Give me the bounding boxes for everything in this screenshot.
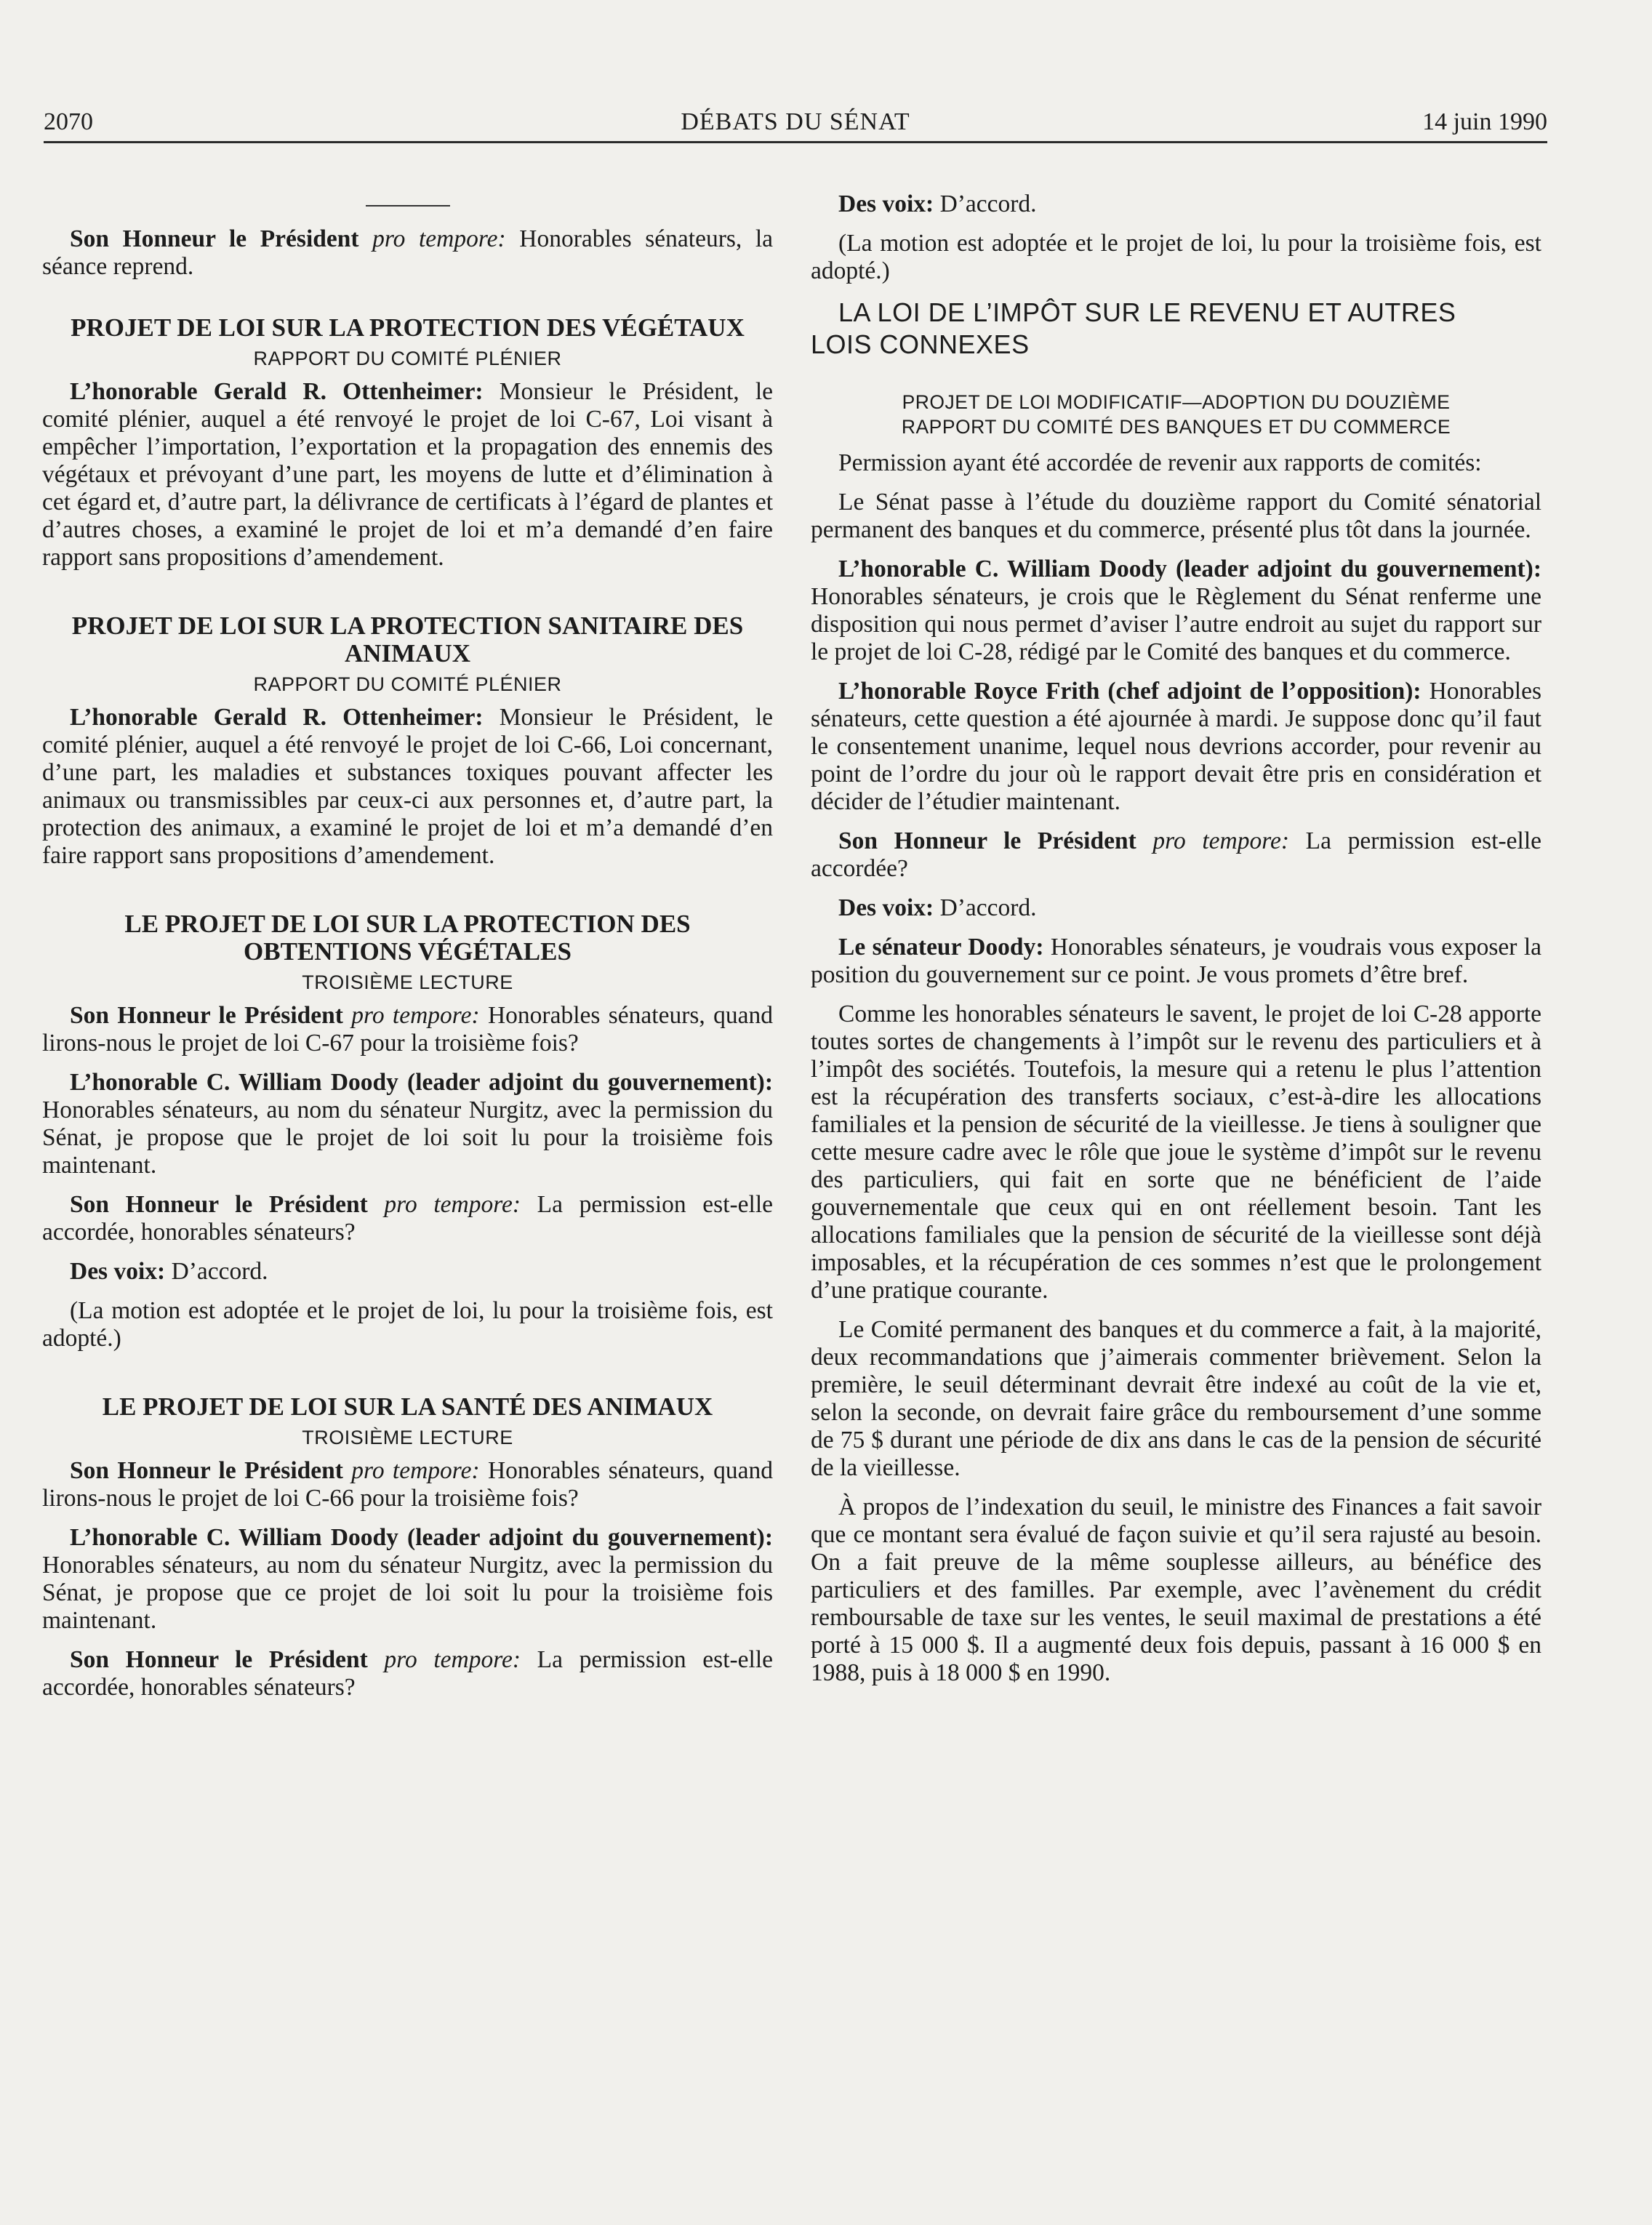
paragraph — [42, 378, 773, 572]
page-date: 14 juin 1990 — [1422, 108, 1547, 135]
paragraph — [42, 225, 773, 281]
paragraph-text: Honorables sénateurs, quand lirons-nous le projet de loi C-67 pour la troisième fois? — [42, 1002, 774, 1057]
paragraph-text: Honorables sénateurs, la séance reprend. — [42, 225, 774, 280]
speaker-qualifier: pro tempore: — [1152, 827, 1290, 854]
paragraph — [811, 827, 1541, 883]
paragraph-text: La permission est-elle accordée? — [811, 827, 1542, 882]
speaker: Son Honneur le Président — [70, 1646, 368, 1673]
page-header — [44, 103, 1547, 143]
paragraph-text: La permission est-elle accordée, honorables sénateurs? — [42, 1191, 774, 1246]
paragraph — [42, 1002, 773, 1057]
section-separator — [366, 205, 450, 207]
paragraph-text: D’accord. — [934, 894, 1037, 921]
speaker: L’honorable Gerald R. Ottenheimer: — [70, 704, 484, 731]
paragraph-text: Monsieur le Président, le comité plénier, auquel a été renvoyé le projet de loi C-67, Loi visant à empêcher l’importation, l’exportation et la propagation des ennemis des végétaux et prévoyant d’une part, les moyens de lutte et d’élimination à cet égard et, d’autre part, la délivrance de certificats à l’égard de plantes et d’autres choses, a examiné le projet de loi et m’a demandé d’en faire rapport sans propositions d’amendement. — [42, 378, 774, 571]
speaker-qualifier: pro tempore: — [351, 1457, 480, 1484]
speaker: Son Honneur le Président — [70, 225, 359, 252]
paragraph — [42, 1069, 773, 1179]
page-number: 2070 — [44, 108, 93, 135]
paragraph-text: Honorables sénateurs, quand lirons-nous le projet de loi C-66 pour la troisième fois? — [42, 1457, 774, 1512]
section-heading — [811, 297, 1541, 361]
left-column — [42, 191, 773, 1713]
section-heading: PROJET DE LOI SUR LA PROTECTION DES VÉGÉTAUX — [71, 313, 745, 342]
speaker-qualifier: pro tempore: — [384, 1646, 521, 1673]
paragraph-text: Honorables sénateurs, je crois que le Règlement du Sénat renferme une disposition qui nous permet d’aviser l’autre endroit au sujet du rapport sur le projet de loi C-28, rédigé par le Comité des banques et du commerce. — [811, 583, 1541, 665]
speaker: L’honorable C. William Doody (leader adjoint du gouvernement): — [838, 556, 1541, 582]
speaker: L’honorable Gerald R. Ottenheimer: — [70, 378, 484, 405]
paragraph-text: Monsieur le Président, le comité plénier, auquel a été renvoyé le projet de loi C-66, Loi concernant, d’une part, les maladies et substances toxiques pouvant affecter les animaux ou transmissibles par ceux-ci aux personnes et, d’autre part, la protection des animaux, a examiné le projet de loi et m’a demandé d’en faire rapport sans propositions d’amendement. — [42, 704, 774, 869]
paragraph — [811, 894, 1541, 922]
paragraph: À propos de l’indexation du seuil, le ministre des Finances a fait savoir que ce montant sera évalué de façon suivie et qu’il sera rajusté au besoin. On a fait preuve de la même souplesse ailleurs, au bénéfice des particuliers et des familles. Par exemple, avec l’avènement du crédit remboursable de taxe sur les ventes, le seuil maximal de prestations a été porté à 15 000 $. Il a augmenté deux fois depuis, passant à 16 000 $ en 1988, puis à 18 000 $ en 1990. — [811, 1494, 1541, 1686]
paragraph: Le Sénat passe à l’étude du douzième rapport du Comité sénatorial permanent des banques et du commerce, présenté plus tôt dans la journée. — [811, 489, 1541, 543]
running-title: DÉBATS DU SÉNAT — [681, 108, 910, 135]
speaker: L’honorable C. William Doody (leader adjoint du gouvernement): — [70, 1524, 773, 1551]
speaker: Des voix: — [70, 1258, 166, 1285]
paragraph: Comme les honorables sénateurs le savent, le projet de loi C-28 apporte toutes sortes de changements à l’impôt sur le revenu des particuliers et à l’impôt des sociétés. Toutefois, la mesure qui a retenu le plus l’attention est la récupération des transferts sociaux, c’est-à-dire les allocations familiales et la pension de sécurité de la vieillesse. Je tiens à souligner que cette mesure cadre avec le rôle que joue le système d’impôt sur le revenu des particuliers, qui fait en sorte que ne bénéficient de l’aide gouvernementale que ceux qui en ont réellement besoin. Tant les allocations familiales que la pension de sécurité de la vieillesse sont déjà imposables, et la récupération de ces sommes n’est que le prolongement d’une pratique courante. — [811, 1001, 1541, 1304]
paragraph: (La motion est adoptée et le projet de loi, lu pour la troisième fois, est adopté.) — [42, 1297, 773, 1352]
paragraph — [811, 678, 1541, 816]
speaker: Des voix: — [838, 191, 934, 217]
section-subheading — [811, 390, 1541, 439]
paragraph: Le Comité permanent des banques et du commerce a fait, à la majorité, deux recommandations que j’aimerais commenter brièvement. Selon la première, le seuil déterminant devrait être indexé au coût de la vie et, selon la seconde, on devrait faire grâce du remboursement d’une somme de 75 $ durant une période de dix ans dans le cas de la pension de sécurité de la vieillesse. — [811, 1316, 1541, 1481]
paragraph — [42, 1258, 773, 1286]
paragraph — [811, 191, 1541, 218]
paragraph — [42, 1524, 773, 1635]
speaker: Des voix: — [838, 894, 934, 921]
paragraph-text: Honorables sénateurs, je voudrais vous exposer la position du gouvernement sur ce point. Je vous promets d’être bref. — [811, 934, 1542, 988]
speaker: Son Honneur le Président — [838, 827, 1136, 854]
paragraph: (La motion est adoptée et le projet de loi, lu pour la troisième fois, est adopté.) — [811, 230, 1541, 284]
section-subheading: RAPPORT DU COMITÉ PLÉNIER — [253, 348, 562, 369]
speaker-qualifier: pro tempore: — [384, 1191, 521, 1218]
section-heading: LE PROJET DE LOI SUR LA PROTECTION DES OBTENTIONS VÉGÉTALES — [124, 910, 691, 966]
section-heading: LE PROJET DE LOI SUR LA SANTÉ DES ANIMAUX — [102, 1392, 713, 1421]
paragraph — [811, 934, 1541, 989]
heading-line: LOIS CONNEXES — [811, 329, 1030, 359]
paragraph: Permission ayant été accordée de revenir aux rapports de comités: — [838, 449, 1482, 476]
paragraph-text: Honorables sénateurs, cette question a été ajournée à mardi. Je suppose donc qu’il faut le consentement unanime, lequel nous devrions accorder, pour revenir au point de l’ordre du jour où le rapport devait être pris en considération et décider de l’étudier maintenant. — [811, 678, 1541, 815]
speaker: Son Honneur le Président — [70, 1457, 343, 1484]
paragraph — [42, 704, 773, 870]
heading-line: LA LOI DE L’IMPÔT SUR LE REVENU ET AUTRES — [838, 297, 1456, 327]
paragraph — [42, 1646, 773, 1701]
speaker: Son Honneur le Président — [70, 1002, 343, 1029]
speaker-qualifier: pro tempore: — [351, 1002, 480, 1029]
right-column — [811, 191, 1541, 1699]
section-heading: PROJET DE LOI SUR LA PROTECTION SANITAIRE DES ANIMAUX — [71, 612, 744, 668]
paragraph — [42, 1457, 773, 1512]
speaker: Le sénateur Doody: — [838, 934, 1044, 961]
section-subheading: RAPPORT DU COMITÉ PLÉNIER — [253, 673, 562, 695]
paragraph-text: Honorables sénateurs, au nom du sénateur Nurgitz, avec la permission du Sénat, je propose que le projet de loi soit lu pour la troisième fois maintenant. — [42, 1097, 773, 1179]
speaker: L’honorable Royce Frith (chef adjoint de l’opposition): — [838, 678, 1422, 705]
subheading-line: RAPPORT DU COMITÉ DES BANQUES ET DU COMMERCE — [901, 416, 1451, 438]
paragraph — [811, 556, 1541, 666]
paragraph-text: D’accord. — [934, 191, 1037, 217]
section-subheading: TROISIÈME LECTURE — [302, 971, 513, 993]
speaker: L’honorable C. William Doody (leader adjoint du gouvernement): — [70, 1069, 773, 1096]
speaker-qualifier: pro tempore: — [372, 225, 506, 252]
speaker: Son Honneur le Président — [70, 1191, 368, 1218]
paragraph — [42, 1191, 773, 1246]
subheading-line: PROJET DE LOI MODIFICATIF—ADOPTION DU DOUZIÈME — [902, 391, 1451, 413]
paragraph-text: Honorables sénateurs, au nom du sénateur Nurgitz, avec la permission du Sénat, je propose que ce projet de loi soit lu pour la troisième fois maintenant. — [42, 1552, 773, 1634]
paragraph-text: La permission est-elle accordée, honorables sénateurs? — [42, 1646, 774, 1701]
section-subheading: TROISIÈME LECTURE — [302, 1427, 513, 1448]
paragraph-text: D’accord. — [165, 1258, 268, 1285]
